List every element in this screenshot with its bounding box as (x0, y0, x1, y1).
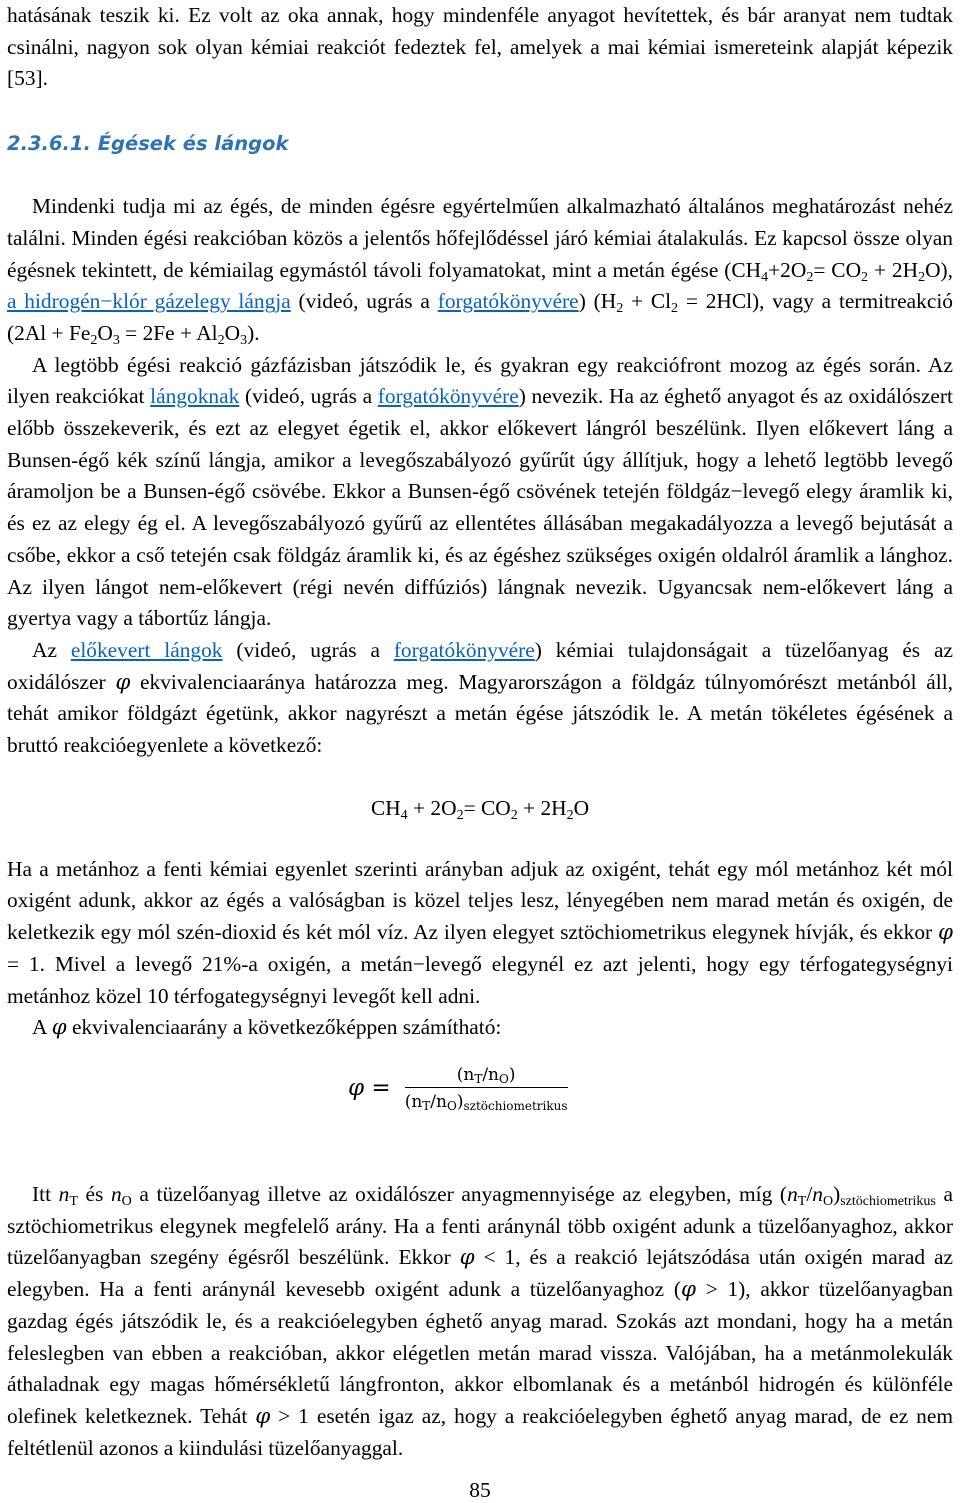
link-script-1[interactable]: forgatókönyvére (437, 289, 579, 314)
section-heading: 2.3.6.1. Égések és lángok (7, 132, 289, 156)
formula-denominator: $(n_T/n_O)_{sztöchiometrikus}$ (404, 1091, 568, 1113)
paragraph-premixed-flames: Az előkevert lángok (videó, ugrás a forgatókönyvére) kémiai tulajdonságait a tüzelőanyag és az oxidálószer φ ekvivalenciaaránya határozza meg. Magyarországon a földgáz túlnyomórészt metánból áll, tehát amikor földgázt égetünk, akkor nagyrészt a metán égése játszódik le. A metán tökéletes égésének a bruttó reakcióegyenlete a következő: (7, 637, 953, 758)
paragraph-equivalence-intro: A φ ekvivalenciaarány a következőképpen számítható: (32, 1015, 502, 1041)
equivalence-ratio-formula (7, 1065, 953, 1155)
paragraph-lean-rich: Itt $n_T$ és $n_O$ a tüzelőanyag illetve az oxidálószer anyagmennyisége az elegyben, míg $(n_T/n_O)_{sztöchiometrikus}$ a sztöchiometrikus elegynek megfelelő arány. Ha a fenti aránynál több oxigént adunk a tüzelőanyaghoz, akkor tüzelőanyagban szegény égésről beszélünk. Ekkor φ < 1, és a reakció lejátszódása után oxigén marad az elegyben. Ha a fenti aránynál kevesebb oxigént adunk a tüzelőanyaghoz (φ > 1), akkor tüzelőanyagban gazdag égés játszódik le, és a reakcióelegyben éghető anyag marad. Szokás azt mondani, hogy ha a metán feleslegben van ebben a reakcióban, akkor elégetlen metán marad vissza. Valójában, ha a metánmolekulák áthaladnak egy magas hőmérsékletű lángfronton, akkor elbomlanak és a metánból hidrogén és különféle olefinek keletkeznek. Tehát φ > 1 esetén igaz az, hogy a reakcióelegyben éghető anyag marad, de ez nem feltétlenül azonos a kiindulási tüzelőanyaggal. (7, 1181, 954, 1460)
link-flames-video[interactable]: lángoknak (150, 384, 240, 409)
link-premixed-flames[interactable]: előkevert lángok (70, 637, 223, 662)
phi-symbol: φ (938, 920, 953, 946)
intro-paragraph: hatásának teszik ki. Ez volt az oka annak, hogy mindenféle anyagot hevítettek, és bár aranyat nem tudtak csinálni, nagyon sok olyan kémiai reakciót fedeztek fel, amelyek a mai kémiai ismereteink alapját képezik [53]. (7, 3, 953, 91)
paragraph-combustion-definition: Mindenki tudja mi az égés, de minden égésre egyértelműen alkalmazható általános meghatározást nehéz találni. Minden égési reakcióban közös a jelentős hőfejlődéssel járó kémiai átalakulás. Ez kapcsol össze olyan égésnek tekintett, de kémiailag egymástól távoli folyamatokat, mint a metán égése $(CH_4+2O_2= CO_2 + 2H_2O)$, a hidrogén−klór gázelegy lángja (videó, ugrás a forgatókönyvére) $(H_2 + Cl_2 = 2HCl)$, vagy a termitreakció $(2Al + Fe_2O_3 = 2Fe + Al_2O_3)$. (7, 194, 953, 348)
methane-combustion-equation: $CH_4 + 2O_2= CO_2 + 2H_2O$ (370, 795, 590, 823)
formula-numerator: $(n_T/n_O)$ (456, 1064, 516, 1086)
phi-symbol: φ (459, 1245, 475, 1271)
document-page (7, 0, 953, 1464)
phi-symbol: φ (51, 1015, 67, 1041)
phi-symbol: φ (255, 1403, 271, 1429)
paragraph-flames: A legtöbb égési reakció gázfázisban játszódik le, és gyakran egy reakciófront mozog az égés során. Az ilyen reakciókat lángoknak (videó, ugrás a forgatókönyvére) nevezik. Ha az éghető anyagot és az oxidálószert előbb összekeverik, és ezt az elegyet égetik el, akkor előkevert lángról beszélünk. Ilyen előkevert láng a Bunsen-égő kék színű lángja, amikor a levegőszabályozó gyűrűt úgy állítjuk, hogy a lehető legtöbb levegő áramoljon be a Bunsen-égő csövébe. Ekkor a Bunsen-égő csövének tetején földgáz−levegő elegy áramlik ki, és ez az elegy ég el. A levegőszabályozó gyűrű az ellentétes állásában megakadályozza a levegő bejutását a csőbe, ekkor a cső tetején csak földgáz áramlik ki, és az égéshez szükséges oxigén oldalról áramlik a lánghoz. Az ilyen lángot nem-előkevert (régi nevén diffúziós) lángnak nevezik. Ugyancsak nem-előkevert láng a gyertya vagy a tábortűz lángja. (7, 352, 953, 631)
formula-lhs: φ = (348, 1075, 391, 1102)
page-number: 85 (469, 1478, 491, 1502)
paragraph-stoichiometric: Ha a metánhoz a fenti kémiai egyenlet szerinti arányban adjuk az oxigént, tehát egy mól metánhoz két mól oxigént adunk, akkor az égés a valóságban is közel teljes lesz, lényegében nem marad metán és oxigén, de keletkezik egy mól szén-dioxid és két mól víz. Az ilyen elegyet sztöchiometrikus elegynek hívják, és ekkor φ = 1. Mivel a levegő 21%-a oxigén, a metán−levegő elegynél ez azt jelenti, hogy egy térfogategységnyi metánhoz közel 10 térfogategységnyi levegőt kell adni. (7, 856, 953, 1008)
link-script-3[interactable]: forgatókönyvére (393, 637, 535, 662)
link-script-2[interactable]: forgatókönyvére (377, 384, 519, 409)
link-hydrogen-chlorine-flame[interactable]: a hidrogén−klór gázelegy lángja (7, 289, 291, 314)
phi-symbol: φ (680, 1277, 696, 1303)
phi-symbol: φ (115, 669, 131, 695)
